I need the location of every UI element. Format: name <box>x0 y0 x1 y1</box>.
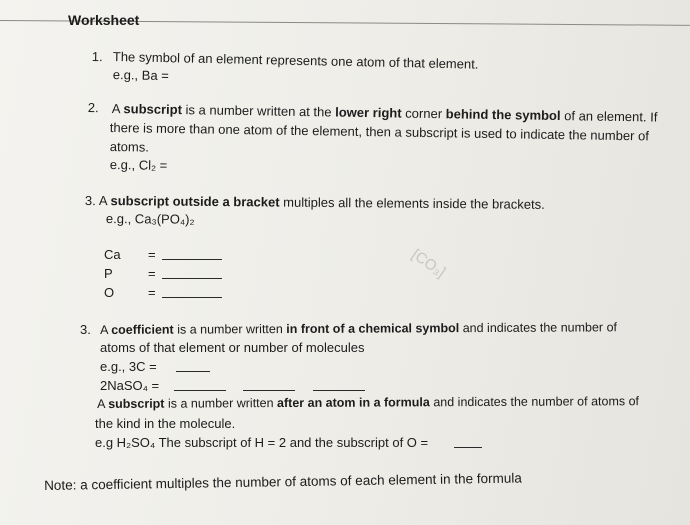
item1-number: 1. <box>91 49 103 65</box>
item4-line6-blank <box>454 447 482 448</box>
item2-line3: atoms. <box>109 139 150 155</box>
item4-ex2-blank-3 <box>313 390 365 391</box>
item3-lead-bold: subscript outside a bracket <box>110 193 280 210</box>
item3-row-o-blank <box>162 297 222 298</box>
item4-subscript-line <box>97 393 639 412</box>
item2-line2: there is more than one atom of the element, then a subscript is used to indicate the number of <box>109 120 650 144</box>
item4-ex1: e.g., 3C = <box>100 359 157 374</box>
item3-row-p-blank <box>162 278 222 279</box>
item3-row-o-eq: = <box>148 285 156 300</box>
item4-line2: atoms of that element or number of molecules <box>100 340 365 355</box>
item2-line1-corner: corner <box>405 105 443 122</box>
item2-line1-a: A <box>111 101 120 117</box>
item4-number: 3. <box>80 322 91 337</box>
item3-lead <box>99 193 545 213</box>
item2-line1-g: of an element. If <box>564 108 658 125</box>
item4-line1-in-front: in front of a chemical symbol <box>286 321 460 337</box>
item3-example: e.g., Ca₃(PO₄)₂ <box>105 211 195 227</box>
item1-example: e.g., Ba = <box>112 67 170 84</box>
item3-row-ca-eq: = <box>148 247 156 262</box>
item4-line1 <box>100 319 617 338</box>
item3-row-o-label: O <box>104 285 115 300</box>
item4-line1-coefficient: coefficient <box>111 322 174 337</box>
item3-row-ca-label: Ca <box>104 247 121 262</box>
item4-line1-c: is a number written <box>177 322 283 337</box>
item4-ex2-blank-1 <box>174 390 226 391</box>
item2-line1-c: is a number written at the <box>185 102 332 120</box>
item2-line1-behind: behind the symbol <box>445 106 561 124</box>
worksheet-title: Worksheet <box>68 12 140 28</box>
item4-ex1-blank <box>176 371 210 372</box>
item3-row-ca-blank <box>162 259 222 260</box>
item2-line1-lower-right: lower right <box>335 104 402 121</box>
item4-line1-a: A <box>100 322 108 337</box>
item4-sub-subscript: subscript <box>108 396 165 411</box>
item2-number: 2. <box>87 100 99 116</box>
item4-sub-a: A <box>97 396 105 411</box>
item3-row-p-eq: = <box>148 266 156 281</box>
item4-sub-after-atom: after an atom in a formula <box>276 395 430 411</box>
item2-line1-subscript: subscript <box>123 101 183 118</box>
item4-sub-e: and indicates the number of atoms of <box>433 394 640 410</box>
item3-lead-a: A <box>98 193 107 209</box>
item4-ex2: 2NaSO₄ = <box>100 378 160 393</box>
ghost-text-right: [CO₃] <box>408 245 449 282</box>
item2-example: e.g., Cl₂ = <box>109 157 168 173</box>
item3-lead-c: multiples all the elements inside the brackets. <box>283 194 545 212</box>
item4-line5: the kind in the molecule. <box>95 416 236 431</box>
item3-number: 3. <box>84 193 96 209</box>
item1-text: The symbol of an element represents one atom of that element. <box>112 49 479 72</box>
item4-line6: e.g H₂SO₄ The subscript of H = 2 and the subscript of O = <box>95 435 429 450</box>
item4-sub-c: is a number written <box>167 396 274 411</box>
item3-row-p-label: P <box>104 266 113 281</box>
note-text: Note: a coefficient multiples the number of atoms of each element in the formula <box>44 470 522 493</box>
item4-line1-e: and indicates the number of <box>462 320 618 336</box>
item4-ex2-blank-2 <box>243 390 295 391</box>
